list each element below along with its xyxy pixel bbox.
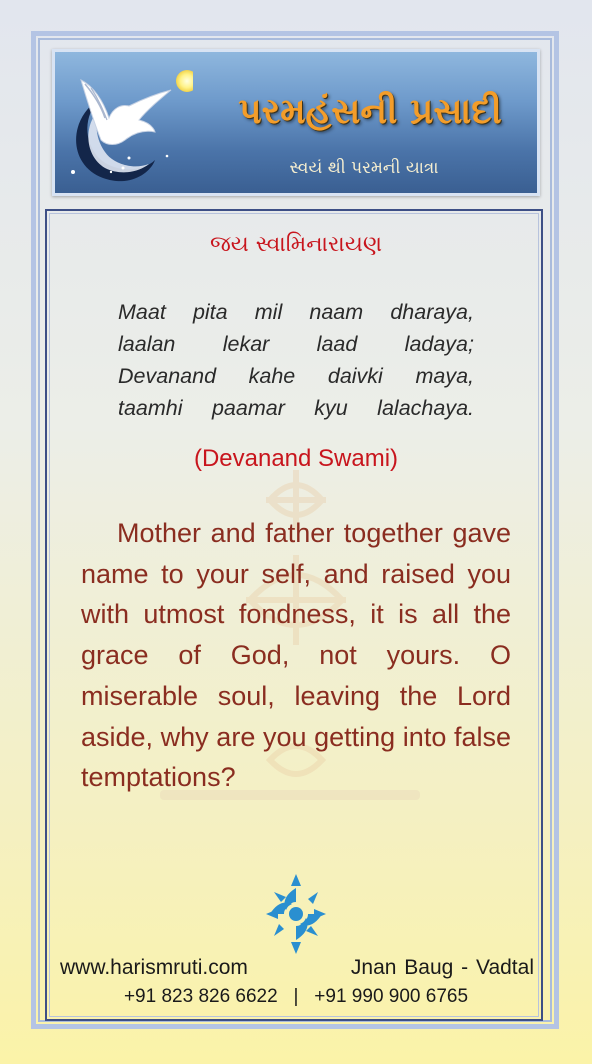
header-banner: [52, 49, 540, 196]
website-link[interactable]: www.harismruti.com: [60, 956, 248, 979]
verse-line: laalan lekar laad ladaya;: [118, 332, 474, 356]
verse-line: taamhi paamar kyu lalachaya.: [118, 396, 474, 420]
verse-block: [118, 296, 474, 424]
greeting-text: જય સ્વામિનારાયણ: [209, 232, 383, 257]
verse-line: Maat pita mil naam dharaya,: [118, 300, 474, 324]
dove-moon-logo-icon: [63, 60, 193, 188]
app-title: પરમહંસની પ્રસાદી: [238, 91, 502, 132]
place-text: Jnan Baug - Vadtal: [350, 956, 534, 979]
verse-line: Devanand kahe daivki maya,: [118, 364, 474, 388]
app-subtitle: સ્વયં થી પરમની યાત્રા: [289, 158, 439, 178]
translation-text: Mother and father together gave name to your self, and raised you with utmost fondness, it is all the grace of God, not yours. O miserable soul, leaving the Lord aside, why are you getting into false temptations?: [81, 518, 511, 793]
swaminarayan-symbol-icon: [264, 866, 328, 956]
phone-numbers: +91 823 826 6622 | +91 990 900 6765: [123, 986, 469, 1007]
verse-author: (Devanand Swami): [193, 445, 399, 472]
